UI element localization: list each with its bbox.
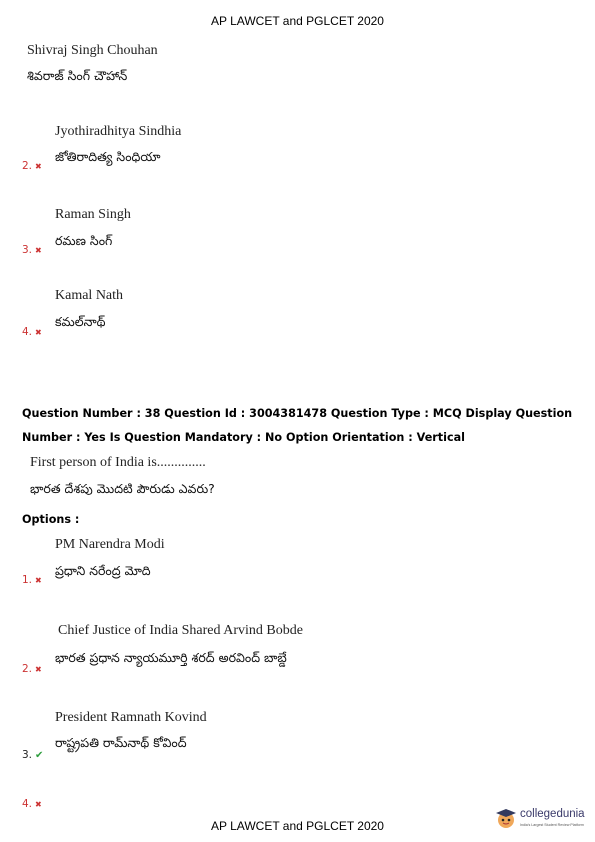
option-number: 2. ✖ [22,160,42,172]
option-te: భారత ప్రధాన న్యాయమూర్తి శరద్ అరవింద్ బాబ్డే [55,650,287,665]
logo-name: collegedunia [520,808,585,821]
page-header: AP LAWCET and PGLCET 2020 [211,14,384,28]
option-en: President Ramnath Kovind [55,710,207,725]
cross-icon: ✖ [35,665,42,674]
cross-icon: ✖ [35,328,42,337]
option-en: PM Narendra Modi [55,537,165,552]
option-en: Kamal Nath [55,288,124,303]
option-number: 4. ✖ [22,326,42,338]
option-en: Jyothiradhitya Sindhia [55,124,182,139]
option-en: Raman Singh [55,207,131,222]
cross-icon: ✖ [35,162,42,171]
option-te: రాష్ట్రపతి రామ్‌నాథ్ కోవింద్ [55,735,187,750]
option-te: జోతిరాదిత్య సింధియా [55,149,161,164]
option-number: 4. ✖ [22,798,42,810]
cross-icon: ✖ [35,800,42,809]
question-meta: Number : Yes Is Question Mandatory : No Option Orientation : Vertical [22,431,466,444]
page-footer: AP LAWCET and PGLCET 2020 [211,819,384,833]
options-label: Options : [22,513,80,526]
option-te: రమణ సింగ్ [55,233,113,248]
cross-icon: ✖ [35,576,42,585]
check-icon: ✔ [35,750,44,761]
question-text-en: First person of India is.............. [30,455,206,470]
option-number: 1. ✖ [22,574,42,586]
option-te: శివరాజ్ సింగ్ చౌహాన్ [27,68,128,83]
option-te: ప్రధాని నరేంద్ర మోది [55,563,151,578]
logo-tagline: India's Largest Student Review Platform [520,822,584,827]
option-en: Chief Justice of India Shared Arvind Bobde [58,623,303,638]
option-number: 3. ✖ [22,244,42,256]
option-number: 3. ✔ [22,749,44,761]
question-meta: Question Number : 38 Question Id : 3004381478 Question Type : MCQ Display Question [22,407,573,420]
option-number: 2. ✖ [22,663,42,675]
question-text-te: భారత దేశపు మొదటి పౌరుడు ఎవరు? [30,481,215,496]
option-te: కమల్‌నాథ్ [55,314,106,329]
option-en: Shivraj Singh Chouhan [27,43,158,58]
cross-icon: ✖ [35,246,42,255]
